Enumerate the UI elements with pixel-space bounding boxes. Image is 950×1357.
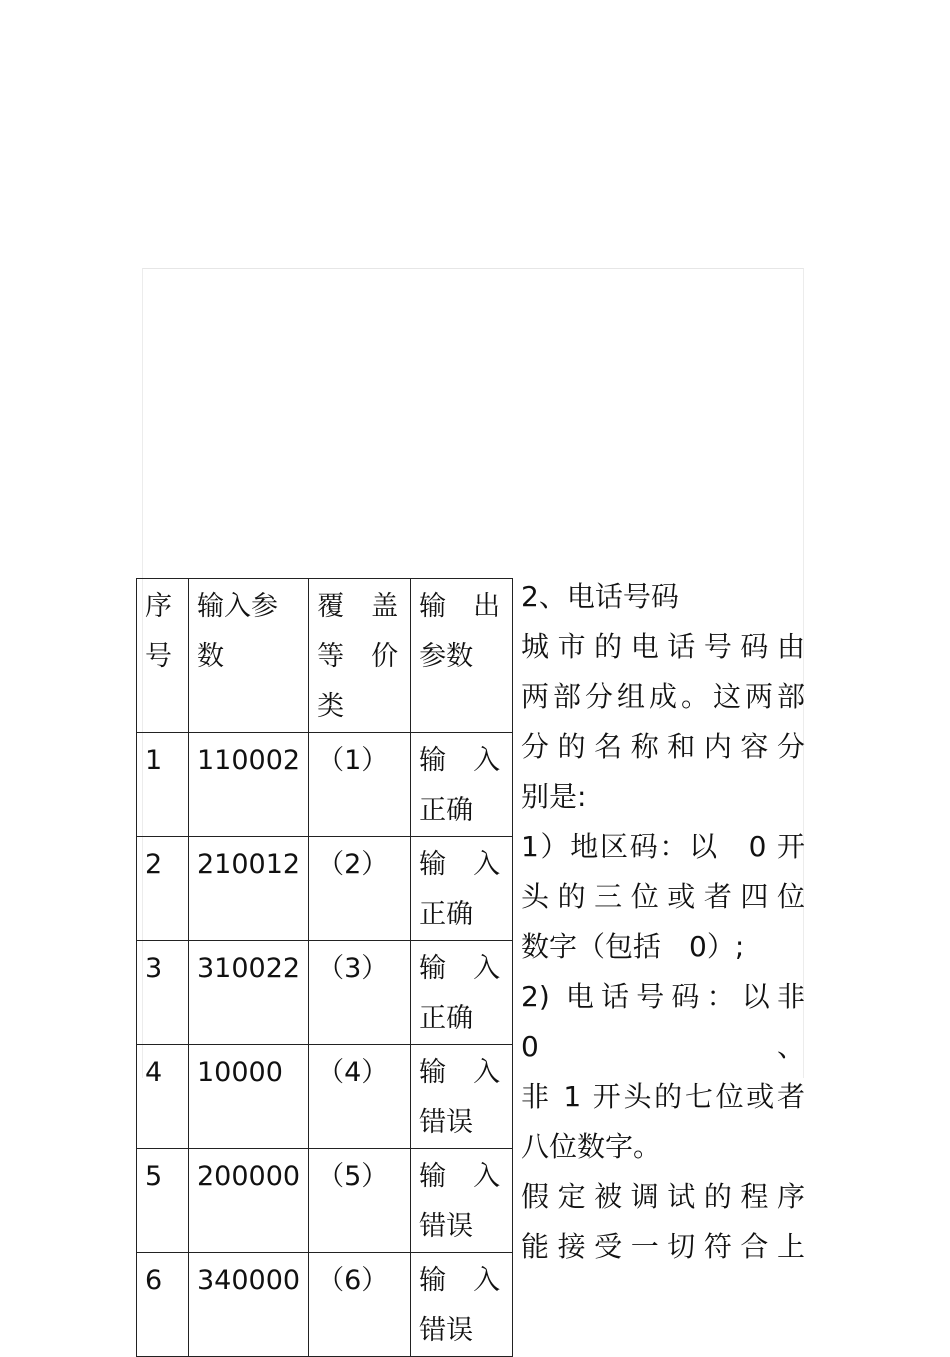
paragraph-line: 假定被调试的程序 [521, 1180, 805, 1213]
output-cell: 输 入 错误 [411, 1045, 513, 1149]
paragraph-line: 能接受一切符合上 [521, 1230, 805, 1263]
output-cell: 输 入 正确 [411, 733, 513, 837]
section-heading: 2、电话号码 [521, 580, 679, 613]
header-input: 输入参 数 [189, 579, 309, 733]
paragraph-line: 非 1 开头的七位或者 [521, 1080, 805, 1113]
table-row: 1 110002 （1） 输 入 正确 [137, 733, 513, 837]
paragraph-line: 1）地区码：以 0 开 [521, 830, 805, 863]
paragraph-line: 两部分组成。这两部 [521, 680, 805, 713]
paragraph-line: 2) 电话号码：以非 0、 [521, 980, 805, 1063]
phone-number-section [521, 572, 805, 1272]
paragraph-line: 八位数字。 [521, 1130, 662, 1163]
table-row: 6 340000 （6） 输 入 错误 [137, 1253, 513, 1357]
table-row: 2 210012 （2） 输 入 正确 [137, 837, 513, 941]
paragraph-line: 头的三位或者四位 [521, 880, 805, 913]
header-output: 输 出 参数 [411, 579, 513, 733]
paragraph-line: 数字（包括 0）; [521, 930, 745, 963]
header-seq: 序 号 [137, 579, 189, 733]
output-cell: 输 入 错误 [411, 1253, 513, 1357]
output-cell: 输 入 正确 [411, 941, 513, 1045]
output-cell: 输 入 错误 [411, 1149, 513, 1253]
paragraph-line: 城市的电话号码由 [521, 630, 805, 663]
table-header-row [137, 579, 513, 733]
table-row: 4 10000 （4） 输 入 错误 [137, 1045, 513, 1149]
table-row: 3 310022 （3） 输 入 正确 [137, 941, 513, 1045]
table-row: 5 200000 （5） 输 入 错误 [137, 1149, 513, 1253]
output-cell: 输 入 正确 [411, 837, 513, 941]
paragraph-line: 分的名称和内容分 [521, 730, 805, 763]
test-case-table [136, 578, 513, 1357]
header-class: 覆 盖 等 价 类 [309, 579, 411, 733]
paragraph-line: 别是: [521, 780, 587, 813]
